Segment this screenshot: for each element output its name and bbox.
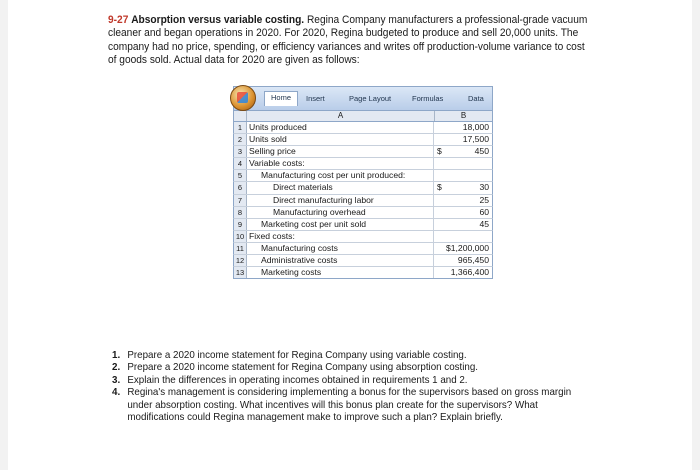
cell-b[interactable] [434,255,492,266]
cell-b[interactable] [434,219,492,230]
question-number: 4. [112,387,121,399]
row-number[interactable]: 2 [234,134,247,145]
questions-list [112,350,582,424]
cell-b[interactable] [434,195,492,206]
cell-b[interactable] [434,146,492,157]
cell-value: 18,000 [462,122,489,132]
row-number[interactable]: 12 [234,255,247,266]
tab-page-layout[interactable]: Page Layout [349,94,392,103]
question-4 [112,387,582,424]
cell-a[interactable]: Selling price [247,146,434,157]
cell-value: 17,500 [462,134,489,145]
cell-b[interactable] [434,267,492,278]
question-2 [112,362,582,374]
question-text: Regina's management is considering implementing a bonus for the supervisors based on gross margin under absorption costing. What incentives will this bonus plan create for the supervisors? What modifications could Regina management make to improve such a plan? Explain briefly. [127,387,572,424]
question-text: Prepare a 2020 income statement for Regina Company using variable costing. [127,350,467,361]
textbook-page [8,0,692,470]
cell-value [437,158,489,169]
cell-a[interactable]: Marketing cost per unit sold [247,219,434,230]
cell-b[interactable] [434,243,492,254]
row-number[interactable]: 1 [234,122,247,133]
cell-value: 965,450 [457,255,489,266]
cell-b[interactable] [434,182,492,193]
cell-value [437,170,489,181]
row-number[interactable]: 9 [234,219,247,230]
cell-b[interactable] [434,231,492,242]
row-number[interactable]: 4 [234,158,247,169]
cell-b[interactable] [434,170,492,181]
tab-formulas[interactable]: Formulas [412,94,444,103]
spreadsheet-row [233,207,493,219]
spreadsheet-row [233,219,493,231]
tab-insert[interactable]: Insert [306,94,325,103]
row-number[interactable]: 10 [234,231,247,242]
spreadsheet-row [233,231,493,243]
question-number: 3. [112,374,121,386]
question-number: 1. [112,350,121,361]
ribbon [233,86,493,110]
row-number[interactable]: 13 [234,267,247,278]
row-number[interactable]: 3 [234,146,247,157]
question-text: Prepare a 2020 income statement for Regina Company using absorption costing. [127,362,479,374]
spreadsheet-row [233,146,493,158]
cell-value: 25 [479,194,489,205]
cell-value: 30 [479,182,489,193]
cell-b[interactable] [434,158,492,169]
cell-a[interactable]: Manufacturing costs [247,243,434,254]
spreadsheet-row [233,182,493,194]
cell-a[interactable]: Marketing costs [247,267,434,278]
question-number: 2. [112,362,121,374]
cell-value: 45 [479,218,489,229]
spreadsheet-rows [233,122,493,279]
question-1 [112,350,582,362]
spreadsheet-row [233,170,493,182]
spreadsheet [233,86,493,279]
cell-a[interactable]: Administrative costs [247,255,434,266]
spreadsheet-row [233,243,493,255]
cell-value: 450 [474,146,489,157]
cell-value [437,231,489,242]
select-all-corner[interactable] [234,111,247,121]
cell-b[interactable] [434,134,492,145]
currency-symbol: $ [437,182,442,193]
column-header-a[interactable]: A [247,111,435,121]
cell-a[interactable]: Units produced [247,122,434,133]
cell-a[interactable]: Direct materials [247,182,434,193]
problem-statement [108,14,588,68]
row-number[interactable]: 7 [234,195,247,206]
spreadsheet-row [233,255,493,267]
row-number[interactable]: 6 [234,182,247,193]
row-number[interactable]: 8 [234,207,247,218]
spreadsheet-row [233,267,493,279]
currency-symbol: $ [437,146,442,157]
question-text: Explain the differences in operating incomes obtained in requirements 1 and 2. [127,374,468,386]
cell-a[interactable]: Direct manufacturing labor [247,195,434,206]
cell-a[interactable]: Fixed costs: [247,231,434,242]
cell-a[interactable]: Units sold [247,134,434,145]
tab-home[interactable]: Home [264,91,298,106]
cell-b[interactable] [434,122,492,133]
spreadsheet-row [233,134,493,146]
office-button-icon[interactable] [230,85,256,111]
tab-data[interactable]: Data [468,94,484,103]
spreadsheet-row [233,195,493,207]
cell-value: 1,366,400 [450,267,489,278]
cell-value: 60 [479,206,489,217]
spreadsheet-row [233,122,493,134]
column-header-b[interactable]: B [460,111,467,120]
cell-a[interactable]: Manufacturing overhead [247,207,434,218]
cell-value: $1,200,000 [445,242,489,253]
row-number[interactable]: 11 [234,243,247,254]
problem-text: Regina Company manufacturers a professional-grade vacuum cleaner and began operations in 2020. For 2020, Regina budgeted to produce and sell 20,000 units. The company had no price, spending, or efficiency variances and writes off production-volume variance to cost of goods sold. Actual data for 2020 are given as follows: [108,14,588,67]
spreadsheet-row [233,158,493,170]
cell-a[interactable]: Variable costs: [247,158,434,169]
problem-title: Absorption versus variable costing. [131,14,305,26]
cell-a[interactable]: Manufacturing cost per unit produced: [247,170,434,181]
problem-number: 9-27 [108,14,129,26]
question-3 [112,375,582,387]
row-number[interactable]: 5 [234,170,247,181]
column-headers [233,110,493,122]
cell-b[interactable] [434,207,492,218]
